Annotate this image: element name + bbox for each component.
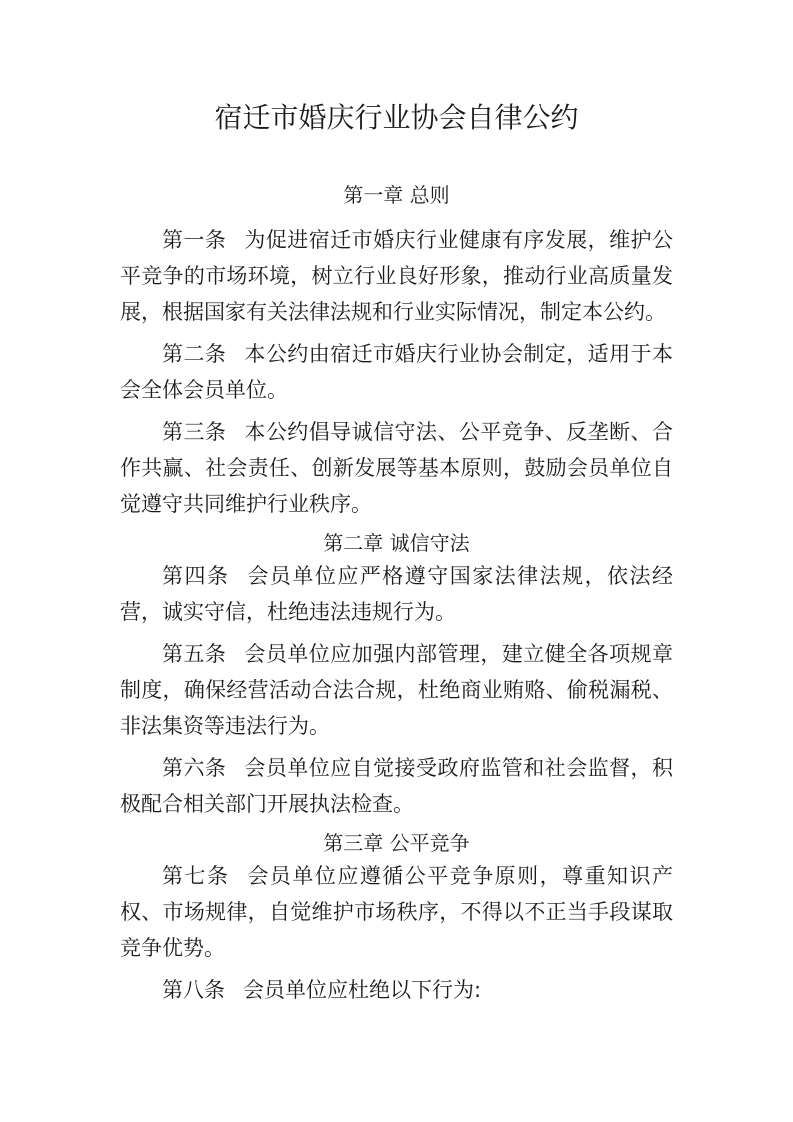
- article-text: 本公约由宿迁市婚庆行业协会制定，适用于本会全体会员单位。: [120, 342, 674, 402]
- article-number: 第五条: [162, 642, 227, 666]
- article-2: [120, 336, 673, 408]
- article-5: [120, 636, 673, 744]
- article-text: 会员单位应严格遵守国家法律法规，依法经营，诚实守信，杜绝违法违规行为。: [120, 564, 674, 624]
- chapter-heading-3: 第三章 公平竞争: [323, 831, 470, 855]
- article-7: [120, 858, 673, 966]
- document-title: 宿迁市婚庆行业协会自律公约: [214, 101, 579, 134]
- article-text: 会员单位应杜绝以下行为:: [243, 978, 482, 1002]
- article-number: 第三条: [162, 420, 227, 444]
- article-number: 第二条: [162, 342, 227, 366]
- article-8: [120, 972, 673, 1008]
- chapter-heading-2: 第二章 诚信守法: [323, 531, 470, 555]
- document-body: [120, 180, 673, 1008]
- article-number: 第四条: [162, 564, 230, 588]
- article-number: 第八条: [162, 978, 225, 1002]
- article-text: 会员单位应自觉接受政府监管和社会监督，积极配合相关部门开展执法检查。: [120, 756, 674, 816]
- article-3: [120, 414, 673, 522]
- chapter-heading-1: 第一章 总则: [343, 183, 450, 207]
- article-number: 第六条: [162, 756, 227, 780]
- article-text: 会员单位应加强内部管理，建立健全各项规章制度，确保经营活动合法合规，杜绝商业贿赂、偷税漏税、非法集资等违法行为。: [120, 642, 674, 738]
- article-1: [120, 222, 673, 330]
- article-number: 第七条: [162, 864, 230, 888]
- article-6: [120, 750, 673, 822]
- article-text: 为促进宿迁市婚庆行业健康有序发展，维护公平竞争的市场环境，树立行业良好形象，推动行业高质量发展，根据国家有关法律法规和行业实际情况，制定本公约。: [120, 228, 674, 324]
- article-text: 会员单位应遵循公平竞争原则，尊重知识产权、市场规律，自觉维护市场秩序，不得以不正当手段谋取竞争优势。: [120, 864, 674, 960]
- article-number: 第一条: [162, 228, 227, 252]
- article-4: [120, 558, 673, 630]
- article-text: 本公约倡导诚信守法、公平竞争、反垄断、合作共赢、社会责任、创新发展等基本原则，鼓励会员单位自觉遵守共同维护行业秩序。: [120, 420, 674, 516]
